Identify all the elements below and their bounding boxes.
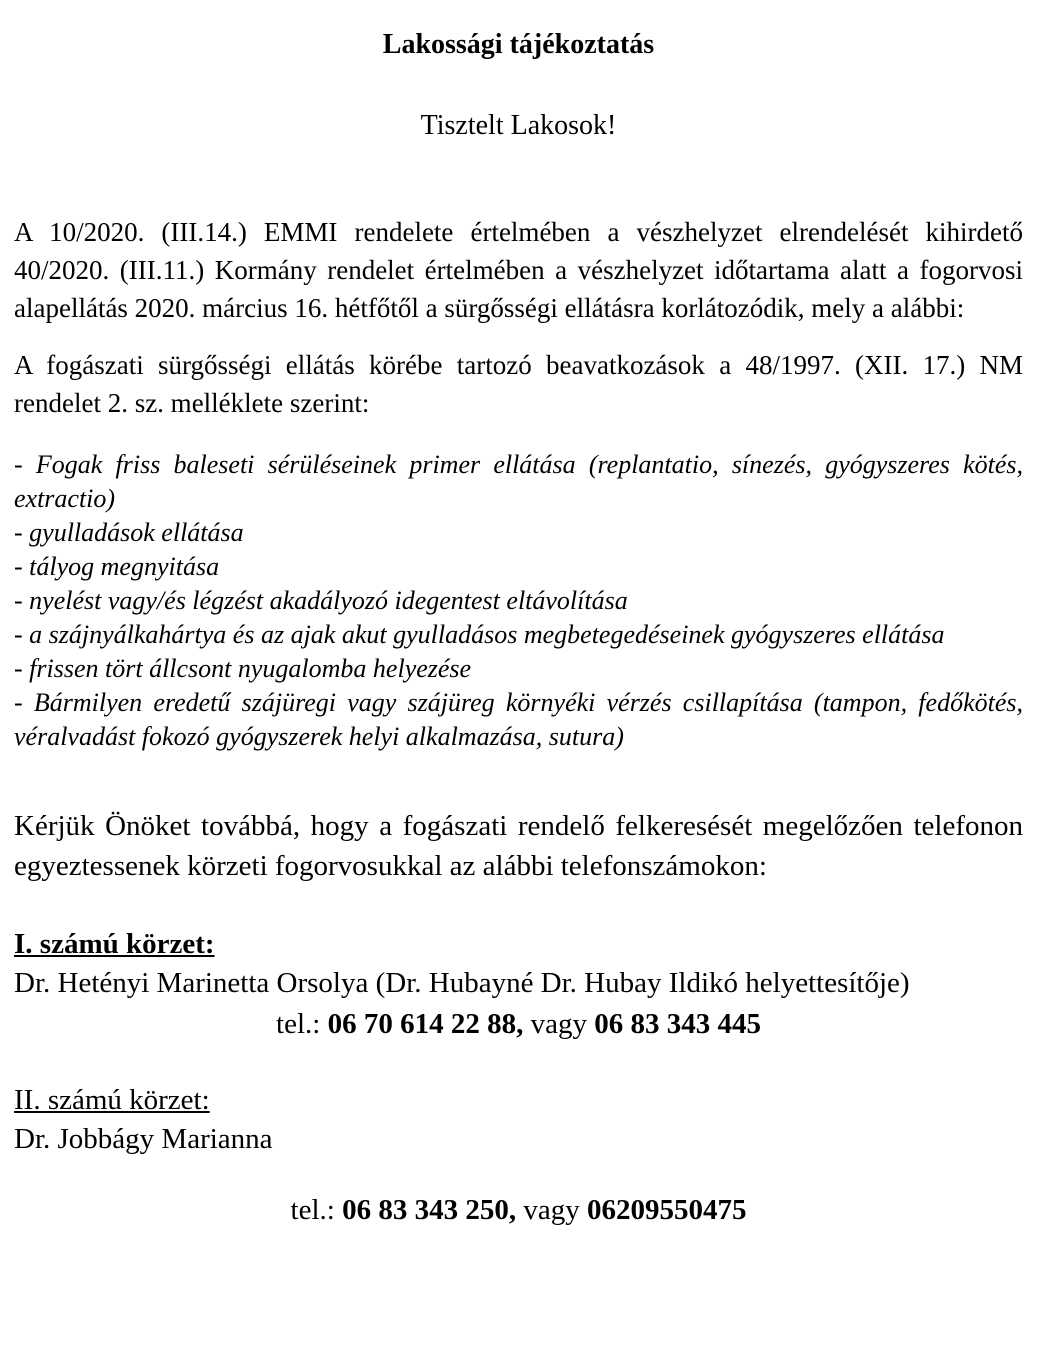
district-1-phone-line [14,1004,1023,1044]
tel-separator: vagy [523,1008,595,1040]
list-item: - frissen tört állcsont nyugalomba helyezése [14,654,472,683]
district-1-phone-secondary: 06 83 343 445 [594,1008,761,1040]
district-1-heading [14,924,1023,964]
list-item: - Bármilyen eredetű szájüregi vagy szájüreg környéki vérzés csillapítása (tampon, fedőkötés, véralvadást fokozó gyógyszerek helyi alkalmazása, sutura) [14,688,1023,751]
district-2-phone-primary: 06 83 343 250, [342,1194,517,1226]
district-2-heading-text: II. számú körzet: [14,1084,210,1116]
list-item: - a szájnyálkahártya és az ajak akut gyulladásos megbetegedéseinek gyógyszeres ellátása [14,620,945,649]
district-1-phone-primary: 06 70 614 22 88, [327,1008,524,1040]
district-1-heading-text: I. számú körzet: [14,928,215,960]
tel-label: tel.: [276,1008,328,1040]
list-item: - nyelést vagy/és légzést akadályozó idegentest eltávolítása [14,586,628,615]
district-2-heading [14,1080,1023,1120]
document-title: Lakossági tájékoztatás [382,29,655,60]
list-item: - gyulladások ellátása [14,518,244,547]
district-2-phone-line [14,1190,1023,1230]
salutation: Tisztelt Lakosok! [420,110,617,141]
list-item: - Fogak friss baleseti sérüléseinek primer ellátása (replantatio, sínezés, gyógyszeres kötés, extractio) [14,450,1023,513]
paragraph-decree: A 10/2020. (III.14.) EMMI rendelete értelmében a vészhelyzet elrendelését kihirdető 40/2020. (III.11.) Kormány rendelet értelmében a vészhelyzet időtartama alatt a fogorvosi alapellátás 2020. március 16. hétfőtől a sürgősségi ellátásra korlátozódik, mely a alábbi: [14,217,1023,323]
district-2-phone-secondary: 06209550475 [586,1194,747,1226]
emergency-care-list [14,448,1023,754]
paragraph-phone-request: Kérjük Önöket továbbá, hogy a fogászati rendelő felkeresését megelőzően telefonon egyeztessenek körzeti fogorvosukkal az alábbi telefonszámokon: [14,810,1023,882]
paragraph-emergency-scope: A fogászati sürgősségi ellátás körébe tartozó beavatkozások a 48/1997. (XII. 17.) NM rendelet 2. sz. melléklete szerint: [14,350,1023,418]
district-2-doctor-name: Dr. Jobbágy Marianna [14,1123,273,1155]
list-item: - tályog megnyitása [14,552,220,581]
district-1-doctor-name: Dr. Hetényi Marinetta Orsolya (Dr. Hubayné Dr. Hubay Ildikó helyettesítője) [14,967,910,999]
tel-label: tel.: [290,1194,343,1226]
tel-separator: vagy [516,1194,587,1226]
